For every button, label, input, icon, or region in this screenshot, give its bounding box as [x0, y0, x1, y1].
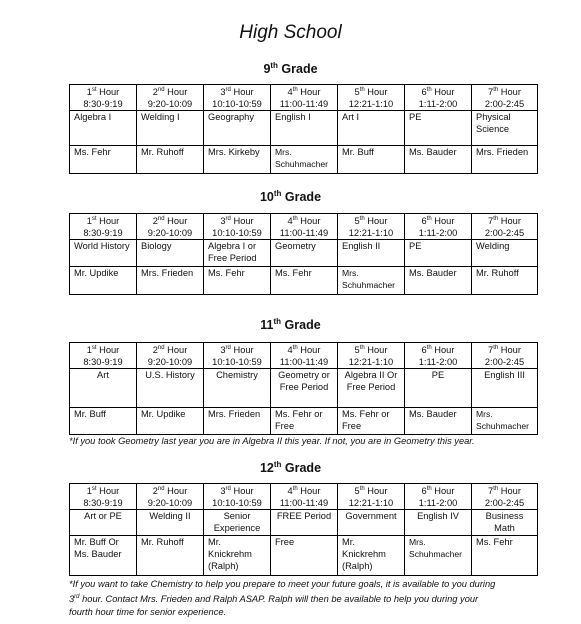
teacher-cell: Mrs. Kirkeby	[204, 146, 271, 174]
hour-header-1	[70, 343, 137, 369]
hour-time: 11:00-11:49	[279, 497, 329, 508]
hour-label: 1st Hour	[86, 87, 120, 97]
teacher-cell: Ms. Bauder	[405, 146, 472, 174]
hour-header-7	[472, 484, 538, 510]
hour-time: 11:00-11:49	[279, 356, 329, 367]
grade-11-schedule-table	[69, 342, 538, 435]
hour-label: 7th Hour	[488, 216, 521, 226]
hour-time: 10:10-10:59	[212, 98, 262, 109]
hour-header-2	[137, 85, 204, 111]
teacher-cell: Ms. Bauder	[405, 408, 472, 435]
hour-time: 9:20-10:09	[147, 356, 193, 367]
class-cell: Welding	[472, 240, 538, 267]
hour-header-6	[405, 85, 472, 111]
hour-header-row	[70, 85, 538, 111]
hour-label: 4th Hour	[287, 345, 321, 355]
grade-12-note-line-2: 3rd hour. Contact Mrs. Frieden and Ralph ASAP. Ralph will then be available to help you during your	[69, 594, 479, 605]
hour-label: 3rd Hour	[220, 87, 254, 97]
hour-label: 4th Hour	[287, 216, 321, 226]
hour-header-2	[137, 484, 204, 510]
grade-9-title: 9th Grade	[263, 61, 318, 77]
hour-time: 9:20-10:09	[147, 497, 193, 508]
hour-label: 5th Hour	[354, 486, 388, 496]
hour-header-6	[405, 484, 472, 510]
hour-header-1	[70, 85, 137, 111]
hour-label: 2nd Hour	[152, 486, 188, 496]
grade-9-schedule-table	[69, 84, 538, 174]
teacher-cell: Mr. Buff Or Ms. Bauder	[70, 536, 137, 576]
class-cell: Senior Experience	[204, 510, 271, 536]
hour-header-7	[472, 343, 538, 369]
hour-header-6	[405, 214, 472, 240]
hour-header-5	[338, 214, 405, 240]
hour-header-2	[137, 214, 204, 240]
hour-header-4	[271, 214, 338, 240]
grade-12-note-line-1: *If you want to take Chemistry to help you prepare to meet your future goals, it is available to you during	[69, 579, 496, 589]
class-cell: Physical Science	[472, 111, 538, 146]
hour-header-7	[472, 85, 538, 111]
class-cell: Algebra I or Free Period	[204, 240, 271, 267]
hour-time: 12:21-1:10	[348, 227, 394, 238]
class-cell: Biology	[137, 240, 204, 267]
hour-time: 12:21-1:10	[348, 98, 394, 109]
teacher-cell: Mrs. Schuhmacher	[472, 408, 538, 435]
teacher-cell: Ms. Fehr	[70, 146, 137, 174]
class-cell: Algebra I	[70, 111, 137, 146]
hour-header-7	[472, 214, 538, 240]
teacher-cell: Mrs. Frieden	[204, 408, 271, 435]
teacher-cell: Free	[271, 536, 338, 576]
hour-header-3	[204, 343, 271, 369]
hour-label: 2nd Hour	[152, 216, 188, 226]
hour-time: 11:00-11:49	[279, 227, 329, 238]
hour-label: 3rd Hour	[220, 216, 254, 226]
class-row	[70, 111, 538, 146]
hour-time: 8:30-9:19	[83, 227, 123, 238]
teacher-cell: Mr. Updike	[137, 408, 204, 435]
teacher-cell: Mr. Ruhoff	[137, 146, 204, 174]
hour-time: 11:00-11:49	[279, 98, 329, 109]
hour-header-4	[271, 484, 338, 510]
hour-header-4	[271, 85, 338, 111]
hour-time: 1:11-2:00	[418, 356, 458, 367]
hour-time: 10:10-10:59	[212, 356, 262, 367]
hour-label: 7th Hour	[488, 87, 521, 97]
page-title: High School	[239, 22, 342, 43]
hour-time: 1:11-2:00	[418, 98, 458, 109]
class-cell: Welding II	[137, 510, 204, 536]
hour-time: 8:30-9:19	[83, 98, 123, 109]
hour-label: 3rd Hour	[220, 345, 254, 355]
class-row	[70, 510, 538, 536]
hour-label: 1st Hour	[86, 345, 120, 355]
teacher-cell: Ms. Bauder	[405, 267, 472, 295]
class-cell: English I	[271, 111, 338, 146]
class-cell: PE	[405, 369, 472, 408]
class-cell: PE	[405, 240, 472, 267]
teacher-cell: Mrs. Schuhmacher	[405, 536, 472, 576]
hour-time: 1:11-2:00	[418, 227, 458, 238]
grade-12-note-line-3: fourth hour time for senior experience.	[69, 607, 227, 618]
grade-11-note: *If you took Geometry last year you are in Algebra II this year. If not, you are in Geometry this year.	[69, 436, 475, 446]
hour-time: 2:00-2:45	[484, 497, 525, 508]
hour-header-row	[70, 343, 538, 369]
class-cell: Art or PE	[70, 510, 137, 536]
class-cell: Geometry or Free Period	[271, 369, 338, 408]
teacher-cell: Mr. Buff	[338, 146, 405, 174]
class-cell: PE	[405, 111, 472, 146]
class-cell: English II	[338, 240, 405, 267]
hour-time: 9:20-10:09	[147, 98, 193, 109]
hour-label: 5th Hour	[354, 87, 388, 97]
hour-label: 6th Hour	[421, 345, 455, 355]
teacher-cell: Ms. Fehr	[472, 536, 538, 576]
class-cell: FREE Period	[271, 510, 338, 536]
hour-label: 5th Hour	[354, 216, 388, 226]
grade-12-schedule-table	[69, 483, 538, 576]
hour-label: 5th Hour	[354, 345, 388, 355]
hour-header-3	[204, 484, 271, 510]
grade-12-note	[69, 578, 569, 619]
hour-header-1	[70, 214, 137, 240]
teacher-cell: Ms. Fehr	[271, 267, 338, 295]
hour-header-2	[137, 343, 204, 369]
hour-label: 2nd Hour	[152, 345, 188, 355]
hour-label: 6th Hour	[421, 87, 455, 97]
class-row	[70, 369, 538, 408]
teacher-cell: Ms. Fehr or Free	[338, 408, 405, 435]
grade-10-schedule-table	[69, 213, 538, 295]
hour-time: 12:21-1:10	[348, 356, 394, 367]
class-cell: Chemistry	[204, 369, 271, 408]
class-cell: Business Math	[472, 510, 538, 536]
class-cell: Geography	[204, 111, 271, 146]
hour-time: 10:10-10:59	[212, 497, 262, 508]
hour-label: 4th Hour	[287, 486, 321, 496]
teacher-cell: Mr. Ruhoff	[472, 267, 538, 295]
hour-time: 12:21-1:10	[348, 497, 394, 508]
teacher-cell: Mr. Knickrehm (Ralph)	[338, 536, 405, 576]
hour-label: 1st Hour	[86, 486, 120, 496]
hour-time: 2:00-2:45	[484, 356, 525, 367]
teacher-cell: Mr. Knickrehm (Ralph)	[204, 536, 271, 576]
hour-header-4	[271, 343, 338, 369]
hour-time: 2:00-2:45	[484, 98, 525, 109]
hour-label: 3rd Hour	[220, 486, 254, 496]
class-cell: English III	[472, 369, 538, 408]
hour-header-3	[204, 85, 271, 111]
hour-header-5	[338, 343, 405, 369]
grade-10-title: 10th Grade	[259, 189, 322, 205]
class-cell: Algebra II Or Free Period	[338, 369, 405, 408]
class-cell: World History	[70, 240, 137, 267]
hour-label: 2nd Hour	[152, 87, 188, 97]
hour-label: 7th Hour	[488, 486, 521, 496]
grade-12-title: 12th Grade	[259, 460, 322, 476]
class-cell: Geometry	[271, 240, 338, 267]
hour-label: 1st Hour	[86, 216, 120, 226]
hour-time: 2:00-2:45	[484, 227, 525, 238]
hour-label: 4th Hour	[287, 87, 321, 97]
hour-header-row	[70, 484, 538, 510]
teacher-row	[70, 408, 538, 435]
hour-header-3	[204, 214, 271, 240]
hour-header-5	[338, 484, 405, 510]
teacher-cell: Mr. Buff	[70, 408, 137, 435]
teacher-cell: Mrs. Schuhmacher	[271, 146, 338, 174]
hour-header-6	[405, 343, 472, 369]
teacher-cell: Mr. Ruhoff	[137, 536, 204, 576]
teacher-cell: Ms. Fehr or Free	[271, 408, 338, 435]
hour-time: 9:20-10:09	[147, 227, 193, 238]
hour-header-1	[70, 484, 137, 510]
class-cell: Art I	[338, 111, 405, 146]
hour-label: 6th Hour	[421, 216, 455, 226]
hour-time: 8:30-9:19	[83, 497, 123, 508]
hour-header-row	[70, 214, 538, 240]
hour-time: 8:30-9:19	[83, 356, 123, 367]
class-cell: English IV	[405, 510, 472, 536]
teacher-cell: Mrs. Schuhmacher	[338, 267, 405, 295]
teacher-cell: Mr. Updike	[70, 267, 137, 295]
class-cell: Government	[338, 510, 405, 536]
class-cell: Welding I	[137, 111, 204, 146]
teacher-row	[70, 146, 538, 174]
teacher-cell: Mrs. Frieden	[472, 146, 538, 174]
class-cell: Art	[70, 369, 137, 408]
hour-header-5	[338, 85, 405, 111]
teacher-row	[70, 267, 538, 295]
teacher-cell: Mrs. Frieden	[137, 267, 204, 295]
teacher-cell: Ms. Fehr	[204, 267, 271, 295]
hour-label: 6th Hour	[421, 486, 455, 496]
grade-11-title: 11th Grade	[260, 317, 321, 333]
class-cell: U.S. History	[137, 369, 204, 408]
class-row	[70, 240, 538, 267]
hour-time: 1:11-2:00	[418, 497, 458, 508]
teacher-row	[70, 536, 538, 576]
hour-label: 7th Hour	[488, 345, 521, 355]
hour-time: 10:10-10:59	[212, 227, 262, 238]
